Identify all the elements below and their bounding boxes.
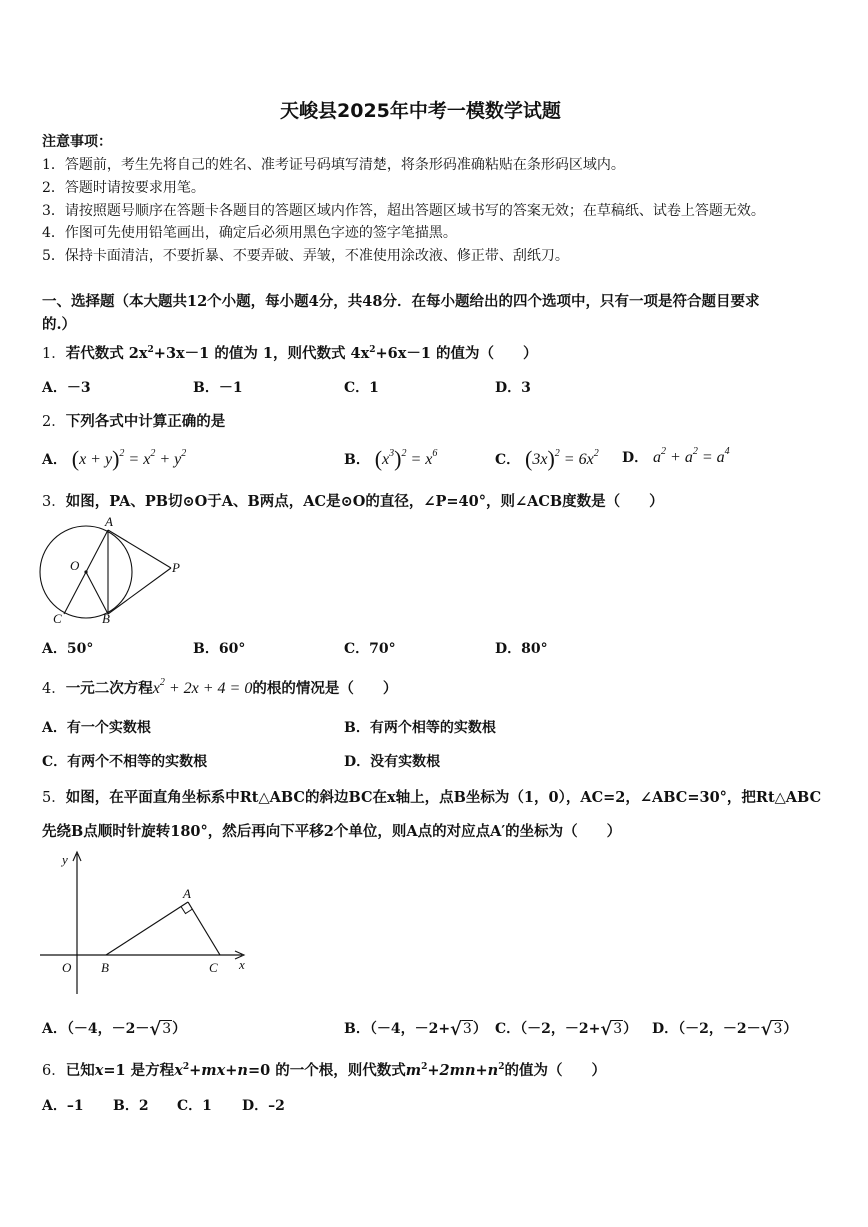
point-label-c: C (209, 960, 218, 975)
notice-item-2: 2．答题时请按要求用笔。 (42, 180, 205, 196)
sqrt: √3 (450, 1019, 472, 1040)
formula: $(x + y)^2 = x^2 + y^2$ (71, 446, 187, 471)
q1-option-a[interactable]: A．－3 (42, 380, 91, 396)
sqrt: √3 (149, 1019, 172, 1040)
q5-option-c[interactable]: C．（－2，－2+√3） (495, 1019, 638, 1040)
q1-option-d[interactable]: D．3 (495, 380, 531, 396)
question-number: 3． (42, 494, 66, 510)
question-number: 6． (42, 1063, 66, 1079)
notice-item-3: 3．请按照题号顺序在答题卡各题目的答题区域内作答，超出答题区域书写的答案无效；在草稿纸、试卷上答题无效。 (42, 203, 765, 219)
q5-option-d[interactable]: D．（－2，－2－√3） (652, 1019, 798, 1040)
question-4: 4．一元二次方程$x^2 + 2x + 4 = 0$的根的情况是（ ） (42, 677, 398, 697)
question-3: 3．如图，PA、PB切⊙O于A、B两点，AC是⊙O的直径，∠P=40°，则∠ACB度数是（ ） (42, 493, 664, 510)
question-1: 1．若代数式 $2x^2+3x-1$ 的值为 1，则代数式 $4x^2+6x-1$ 的值为（ ） (42, 345, 538, 362)
notice-item-4: 4．作图可先使用铅笔画出，确定后必须用黑色字迹的签字笔描黑。 (42, 225, 457, 241)
point-label-a: A (183, 886, 191, 901)
exam-title: 天峻县2025年中考一模数学试题 (280, 100, 561, 122)
notice-item-1: 1．答题前，考生先将自己的姓名、准考证号码填写清楚，将条形码准确粘贴在条形码区域内。 (42, 157, 625, 173)
q3-option-c[interactable]: C．70° (344, 641, 396, 657)
q2-option-d[interactable]: D． $a^2 + a^2 = a^4$ (622, 446, 730, 466)
q5-option-a[interactable]: A．（－4，－2－√3） (42, 1019, 187, 1040)
question-5-line-2: 先绕B点顺时针旋转180°，然后再向下平移2个单位，则A点的对应点A′的坐标为（ ） (42, 823, 622, 840)
question-6: 6．已知x=1 是方程$x^2+mx+n=0$ 的一个根，则代数式$m^2+2mn+n^2$的值为（ ） (42, 1062, 606, 1079)
formula: $(3x)^2 = 6x^2$ (525, 446, 599, 471)
q6-option-d[interactable]: D．–2 (242, 1098, 285, 1114)
axis-label-y: y (62, 852, 68, 867)
q3-option-b[interactable]: B．60° (193, 641, 246, 657)
q2-option-b[interactable]: B． $(x^3)^2 = x^6$ (344, 446, 438, 471)
q2-option-a[interactable]: A． $(x + y)^2 = x^2 + y^2$ (42, 446, 187, 471)
question-number: 2． (42, 414, 66, 430)
point-label-a: A (105, 515, 113, 529)
axis-label-x: x (239, 957, 245, 972)
q6-option-a[interactable]: A．–1 (42, 1098, 84, 1114)
question-2: 2．下列各式中计算正确的是 (42, 413, 226, 430)
q3-option-d[interactable]: D．80° (495, 641, 548, 657)
question-number: 1． (42, 346, 66, 362)
notice-heading: 注意事项： (42, 134, 112, 150)
section-heading-line-2: 的.） (42, 316, 77, 333)
question-5-line-1: 5．如图，在平面直角坐标系中Rt△ABC的斜边BC在x轴上，点B坐标为（1，0），AC=2，∠ABC=30°，把Rt△ABC (42, 789, 822, 806)
q2-option-c[interactable]: C． $(3x)^2 = 6x^2$ (495, 446, 599, 471)
q6-option-b[interactable]: B．2 (113, 1098, 149, 1114)
point-label-o: O (62, 960, 72, 975)
q1-option-b[interactable]: B．－1 (193, 380, 243, 396)
sqrt: √3 (760, 1019, 783, 1040)
q4-option-d[interactable]: D．没有实数根 (344, 754, 441, 770)
q4-option-c[interactable]: C．有两个不相等的实数根 (42, 754, 208, 770)
point-label-b: B (101, 960, 109, 975)
point-label-b: B (102, 611, 110, 626)
formula: $a^2 + a^2 = a^4$ (653, 446, 730, 466)
q3-circle-tangent-figure (36, 515, 186, 627)
q4-option-a[interactable]: A．有一个实数根 (42, 720, 151, 736)
question-number: 5． (42, 790, 66, 806)
q3-option-a[interactable]: A．50° (42, 641, 94, 657)
sqrt: √3 (600, 1019, 623, 1040)
formula: $(x^3)^2 = x^6$ (374, 446, 438, 471)
notice-item-5: 5．保持卡面清洁，不要折暴、不要弄破、弄皱，不准使用涂改液、修正带、刮纸刀。 (42, 248, 569, 264)
q6-option-c[interactable]: C．1 (177, 1098, 212, 1114)
point-label-o: O (70, 558, 80, 573)
question-number: 4． (42, 681, 66, 697)
q5-option-b[interactable]: B．（－4，－2+√3） (344, 1019, 487, 1040)
q1-option-c[interactable]: C．1 (344, 380, 379, 396)
point-label-c: C (53, 611, 62, 626)
formula: $x^2 + 2x + 4 = 0$ (152, 677, 253, 697)
q5-coordinate-figure (36, 848, 251, 998)
point-label-p: P (172, 560, 180, 575)
section-heading-line-1: 一、选择题（本大题共12个小题，每小题4分，共48分．在每小题给出的四个选项中，只有一项是符合题目要求 (42, 293, 760, 310)
q4-option-b[interactable]: B．有两个相等的实数根 (344, 720, 496, 736)
